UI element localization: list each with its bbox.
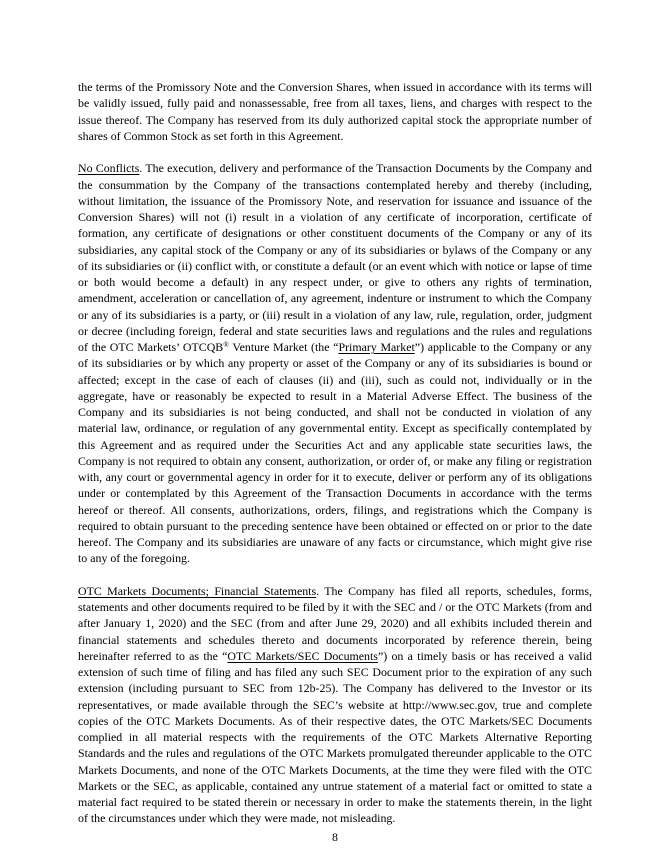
paragraph-text: ”) on a timely basis or has received a valid extension of such time of filing and has filed any such SEC Document prior to the expiration of any such extension (including pursuant to SEC from 12b-25). The Company has delivered to the Investor or its representatives, or made available through the SEC’s website at http://www.sec.gov, true and complete copies of the OTC Markets Documents. As of their respective dates, the OTC Markets/SEC Documents complied in all material respects with the requirements of the OTC Markets Alternative Reporting Standards and the rules and regulations of the OTC Markets promulgated thereunder applicable to the OTC Markets Documents, and none of the OTC Markets Documents, at the time they were filed with the OTC Markets or the SEC, as applicable, contained any untrue statement of a material fact or omitted to state a material fact required to be stated therein or necessary in order to make the statements therein, in the light of the circumstances under which they were made, not misleading. <box>78 648 592 826</box>
defined-term-primary-market: Primary Market <box>338 340 415 354</box>
section-heading-no-conflicts: No Conflicts <box>78 161 140 176</box>
paragraph-no-conflicts <box>78 160 592 566</box>
paragraph-text: . The Company has filed all reports, schedules, forms, statements and other documents required to be filed by it with the SEC and / or the OTC Markets (from and after January 1, 2020) and the SEC (from and after June 29, 2020) and all exhibits included therein and financial statements and schedules thereto and documents incorporated by reference therein, being hereinafter referred to as the “ <box>78 583 592 663</box>
defined-term-otc-markets-sec-documents: OTC Markets/SEC Documents <box>227 648 378 663</box>
registered-mark: ® <box>223 340 229 349</box>
paragraph-text: . The execution, delivery and performance of the Transaction Documents by the Company and the consummation by the Company of the transactions contemplated hereby and thereby (including, without limitation, the issuance of the Promissory Note, and reservation for issuance and issuance of the Conversion Shares) will not (i) result in a violation of any certificate of incorporation, certificate of formation, any certificate of designations or other constituent documents of the Company or any of its subsidiaries, any capital stock of the Company or any of its subsidiaries or bylaws of the Company or any of its subsidiaries or (ii) conflict with, or constitute a default (or an event which with notice or lapse of time or both would become a default) in any respect under, or give to others any rights of termination, amendment, acceleration or cancellation of, any agreement, indenture or instrument to which the Company or any of its subsidiaries is a party, or (iii) result in a violation of any law, rule, regulation, order, judgment or decree (including foreign, federal and state securities laws and regulations and the rules and regulations of the OTC Markets’ OTCQB <box>78 161 592 354</box>
document-page <box>78 79 592 827</box>
paragraph-text: Venture Market (the “ <box>228 340 339 354</box>
page-number: 8 <box>332 830 338 844</box>
paragraph-text: ”) applicable to the Company or any of its subsidiaries or by which any property or asset of the Company or any of its subsidiaries is bound or affected; except in the case of each of clauses (ii) and (iii), such as could not, individually or in the aggregate, have or reasonably be expected to result in a Material Adverse Effect. The business of the Company and its subsidiaries is not being conducted, and shall not be conducted in violation of any material law, ordinance, or regulation of any governmental entity. Except as specifically contemplated by this Agreement and as required under the Securities Act and any applicable state securities laws, the Company is not required to obtain any consent, authorization, or order of, or make any filing or registration with, any court or governmental agency in order for it to execute, deliver or perform any of its obligations under or contemplated by this Agreement of the Transaction Documents in accordance with the terms hereof or thereof. All consents, authorizations, orders, filings, and registrations which the Company is required to obtain pursuant to the preceding sentence have been obtained or effected on or prior to the date hereof. The Company and its subsidiaries are unaware of any facts or circumstance, which might give rise to any of the foregoing. <box>78 340 592 566</box>
paragraph-continuation <box>78 79 592 144</box>
paragraph-otc-markets-documents <box>78 583 592 827</box>
paragraph-text: the terms of the Promissory Note and the Conversion Shares, when issued in accordance with its terms will be validly issued, fully paid and nonassessable, free from all taxes, liens, and charges with respect to the issue thereof. The Company has reserved from its duly authorized capital stock the appropriate number of shares of Common Stock as set forth in this Agreement. <box>78 80 592 143</box>
section-heading-otc-markets-documents: OTC Markets Documents; Financial Statements <box>78 583 317 598</box>
